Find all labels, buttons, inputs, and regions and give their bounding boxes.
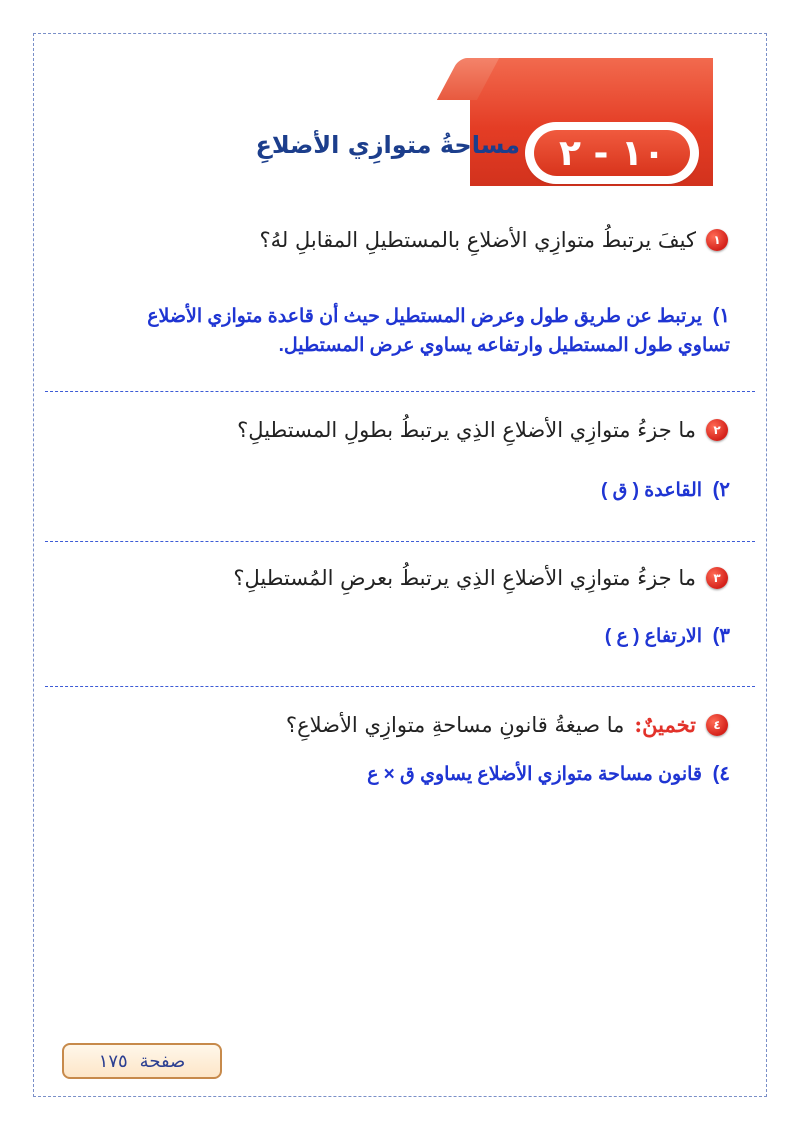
question-2-text: ما جزءُ متوازِي الأضلاعِ الذِي يرتبطُ بطولِ المستطيلِ؟: [237, 418, 696, 442]
question-1-badge: ١: [706, 229, 728, 251]
page-label-text: صفحة: [139, 1050, 186, 1072]
answer-3-number: ٣): [712, 625, 730, 647]
answer-4-line-1: قانون مساحة متوازي الأضلاع يساوي ق × ع: [367, 764, 703, 785]
question-3-text: ما جزءُ متوازِي الأضلاعِ الذِي يرتبطُ بعرضِ المُستطيلِ؟: [233, 566, 696, 590]
question-4-text: ما صيغةُ قانونِ مساحةِ متوازِي الأضلاعِ؟: [285, 712, 625, 737]
question-2: [237, 418, 728, 442]
answer-4: [367, 760, 730, 789]
question-3-badge: ٣: [706, 567, 728, 589]
page-number: ١٧٥: [98, 1050, 128, 1072]
answer-2: [601, 476, 730, 505]
answer-2-number: ٢): [712, 479, 730, 501]
question-4-badge: ٤: [706, 714, 728, 736]
answer-3-line-1: الارتفاع ( ع ): [604, 626, 703, 647]
divider-2: [45, 541, 755, 542]
question-3: [233, 566, 728, 590]
answer-1-line-2: تساوي طول المستطيل وارتفاعه يساوي عرض المستطيل.: [278, 335, 730, 356]
answer-4-number: ٤): [712, 763, 730, 785]
page-number-label: [62, 1043, 222, 1079]
question-4-prefix: تخمينٌ:: [634, 712, 696, 737]
divider-3: [45, 686, 755, 687]
question-1-text: كيفَ يرتبطُ متوازِي الأضلاعِ بالمستطيلِ المقابلِ لهُ؟: [259, 228, 696, 252]
answer-2-line-1: القاعدة ( ق ): [601, 480, 703, 501]
lesson-number: ١٠ - ٢: [534, 130, 690, 176]
lesson-number-pill: [528, 125, 696, 181]
question-4: [286, 712, 728, 737]
answer-1: [147, 302, 730, 360]
answer-1-line-1: يرتبط عن طريق طول وعرض المستطيل حيث أن قاعدة متوازي الأضلاع: [147, 306, 703, 327]
question-1: [260, 228, 729, 252]
lesson-title: مساحةُ متوازِي الأضلاعِ: [255, 131, 520, 159]
divider-1: [45, 391, 755, 392]
question-2-badge: ٢: [706, 419, 728, 441]
answer-1-number: ١): [712, 305, 730, 327]
page-frame: [33, 33, 767, 1097]
answer-3: [605, 622, 730, 651]
